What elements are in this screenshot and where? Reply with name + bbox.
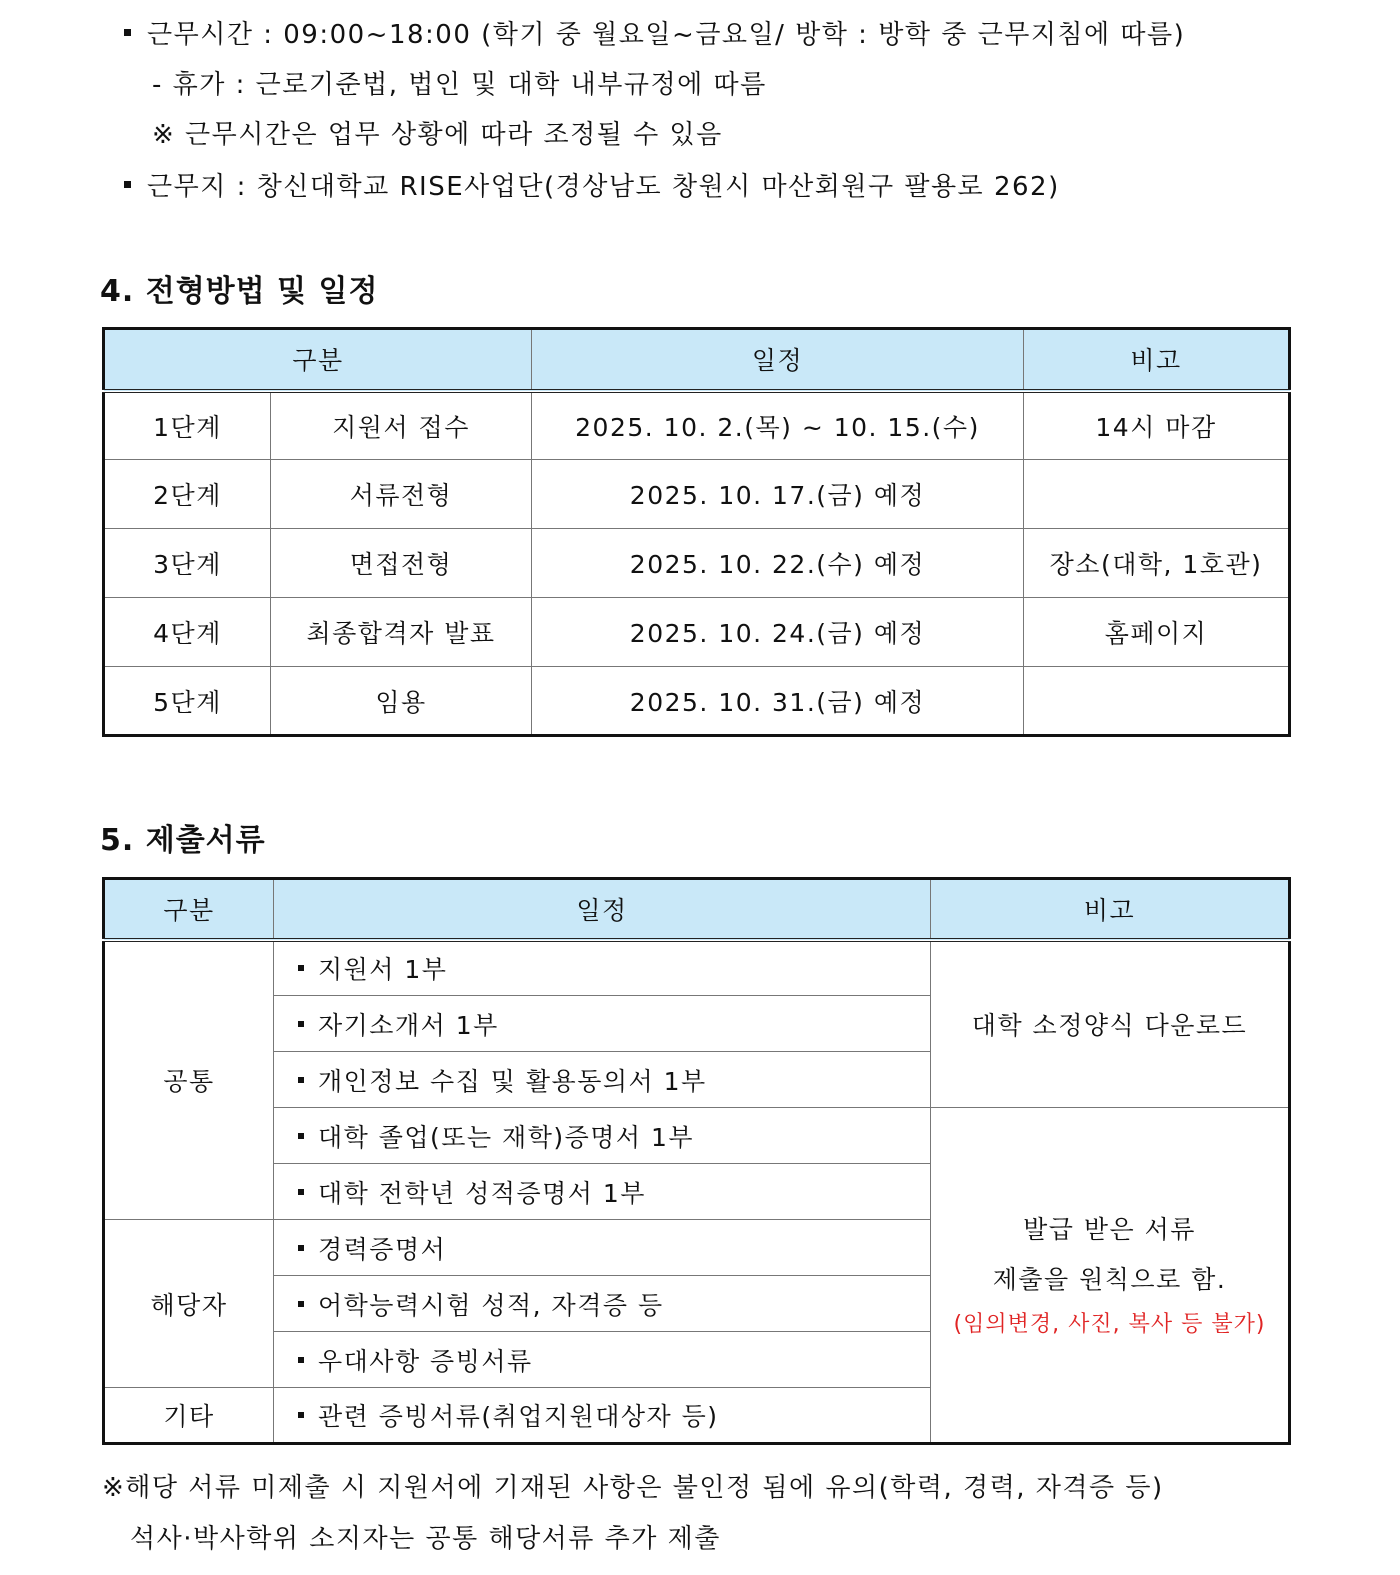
work-hours-text: 근무시간 : 09:00~18:00 (학기 중 월요일~금요일/ 방학 : 방학 중 근무지침에 따름)	[147, 20, 1186, 50]
doc-cell	[274, 1108, 931, 1164]
table-row	[104, 598, 1290, 667]
stage-cell: 3단계	[104, 529, 271, 598]
doc-text: 관련 증빙서류(취업지원대상자 등)	[318, 1402, 719, 1431]
header-schedule: 일정	[274, 879, 931, 940]
remark-cell: 14시 마감	[1024, 391, 1290, 460]
remark-cell: 장소(대학, 1호관)	[1024, 529, 1290, 598]
square-bullet-icon	[298, 1133, 304, 1139]
doc-text: 대학 졸업(또는 재학)증명서 1부	[318, 1122, 695, 1152]
doc-text: 우대사항 증빙서류	[318, 1346, 533, 1376]
stage-cell: 2단계	[104, 460, 271, 529]
header-remarks: 비고	[1024, 329, 1290, 391]
doc-cell	[274, 1276, 931, 1332]
leave-line: - 휴가 : 근로기준법, 법인 및 대학 내부규정에 따름	[152, 70, 767, 100]
square-bullet-icon	[124, 181, 131, 188]
square-bullet-icon	[298, 1077, 304, 1083]
square-bullet-icon	[298, 1245, 304, 1251]
stage-cell: 1단계	[104, 391, 271, 460]
schedule-cell: 2025. 10. 17.(금) 예정	[532, 460, 1024, 529]
section5-title: 5. 제출서류	[100, 823, 266, 858]
group-common-cell: 공통	[104, 940, 274, 1220]
hours-note-line: ※ 근무시간은 업무 상황에 따라 조정될 수 있음	[152, 120, 723, 150]
doc-cell	[274, 1164, 931, 1220]
square-bullet-icon	[124, 29, 131, 36]
schedule-cell: 2025. 10. 22.(수) 예정	[532, 529, 1024, 598]
section4-title: 4. 전형방법 및 일정	[100, 274, 379, 309]
remark-issued-cell	[931, 1108, 1290, 1444]
doc-cell	[274, 1388, 931, 1444]
doc-text: 대학 전학년 성적증명서 1부	[318, 1178, 646, 1208]
schedule-cell: 2025. 10. 24.(금) 예정	[532, 598, 1024, 667]
doc-cell	[274, 1220, 931, 1276]
stage-cell: 4단계	[104, 598, 271, 667]
remark-issued-line: 발급 받은 서류	[1023, 1215, 1196, 1244]
remark-cell	[1024, 667, 1290, 736]
square-bullet-icon	[298, 1412, 304, 1418]
square-bullet-icon	[298, 1021, 304, 1027]
doc-text: 어학능력시험 성적, 자격증 등	[318, 1290, 664, 1320]
remark-cell: 홈페이지	[1024, 598, 1290, 667]
header-category: 구분	[104, 879, 274, 940]
table-row	[104, 1108, 1290, 1164]
table-row	[104, 529, 1290, 598]
table-row	[104, 940, 1290, 996]
stage-name-cell: 면접전형	[271, 529, 532, 598]
remark-issued-line: 제출을 원칙으로 함.	[992, 1265, 1227, 1294]
doc-text: 지원서 1부	[318, 955, 448, 985]
group-applicable-cell: 해당자	[104, 1220, 274, 1388]
footnote-line2: 석사·박사학위 소지자는 공통 해당서류 추가 제출	[130, 1524, 721, 1554]
stage-name-cell: 임용	[271, 667, 532, 736]
location-line	[124, 166, 1060, 203]
table-row	[104, 460, 1290, 529]
stage-cell: 5단계	[104, 667, 271, 736]
header-category: 구분	[104, 329, 532, 391]
schedule-cell: 2025. 10. 2.(목) ~ 10. 15.(수)	[532, 391, 1024, 460]
header-schedule: 일정	[532, 329, 1024, 391]
doc-text: 개인정보 수집 및 활용동의서 1부	[318, 1066, 707, 1096]
group-other-cell: 기타	[104, 1388, 274, 1444]
remark-issued-warning: (임의변경, 사진, 복사 등 불가)	[953, 1312, 1266, 1337]
square-bullet-icon	[298, 1301, 304, 1307]
stage-name-cell: 서류전형	[271, 460, 532, 529]
square-bullet-icon	[298, 965, 304, 971]
remark-forms-cell: 대학 소정양식 다운로드	[931, 940, 1290, 1108]
doc-cell	[274, 1052, 931, 1108]
work-hours-line	[124, 14, 1185, 51]
footnote-line1: ※해당 서류 미제출 시 지원서에 기재된 사항은 불인정 됨에 유의(학력, 경력, 자격증 등)	[102, 1473, 1164, 1503]
schedule-table	[102, 327, 1291, 737]
location-text: 근무지 : 창신대학교 RISE사업단(경상남도 창원시 마산회원구 팔용로 262)	[147, 172, 1060, 202]
remark-cell	[1024, 460, 1290, 529]
table-row	[104, 391, 1290, 460]
square-bullet-icon	[298, 1189, 304, 1195]
doc-cell	[274, 996, 931, 1052]
doc-cell	[274, 1332, 931, 1388]
square-bullet-icon	[298, 1357, 304, 1363]
doc-cell	[274, 940, 931, 996]
table-row	[104, 667, 1290, 736]
stage-name-cell: 지원서 접수	[271, 391, 532, 460]
stage-name-cell: 최종합격자 발표	[271, 598, 532, 667]
schedule-cell: 2025. 10. 31.(금) 예정	[532, 667, 1024, 736]
header-remarks: 비고	[931, 879, 1290, 940]
documents-table	[102, 877, 1291, 1445]
doc-text: 경력증명서	[318, 1234, 447, 1264]
doc-text: 자기소개서 1부	[318, 1010, 499, 1040]
